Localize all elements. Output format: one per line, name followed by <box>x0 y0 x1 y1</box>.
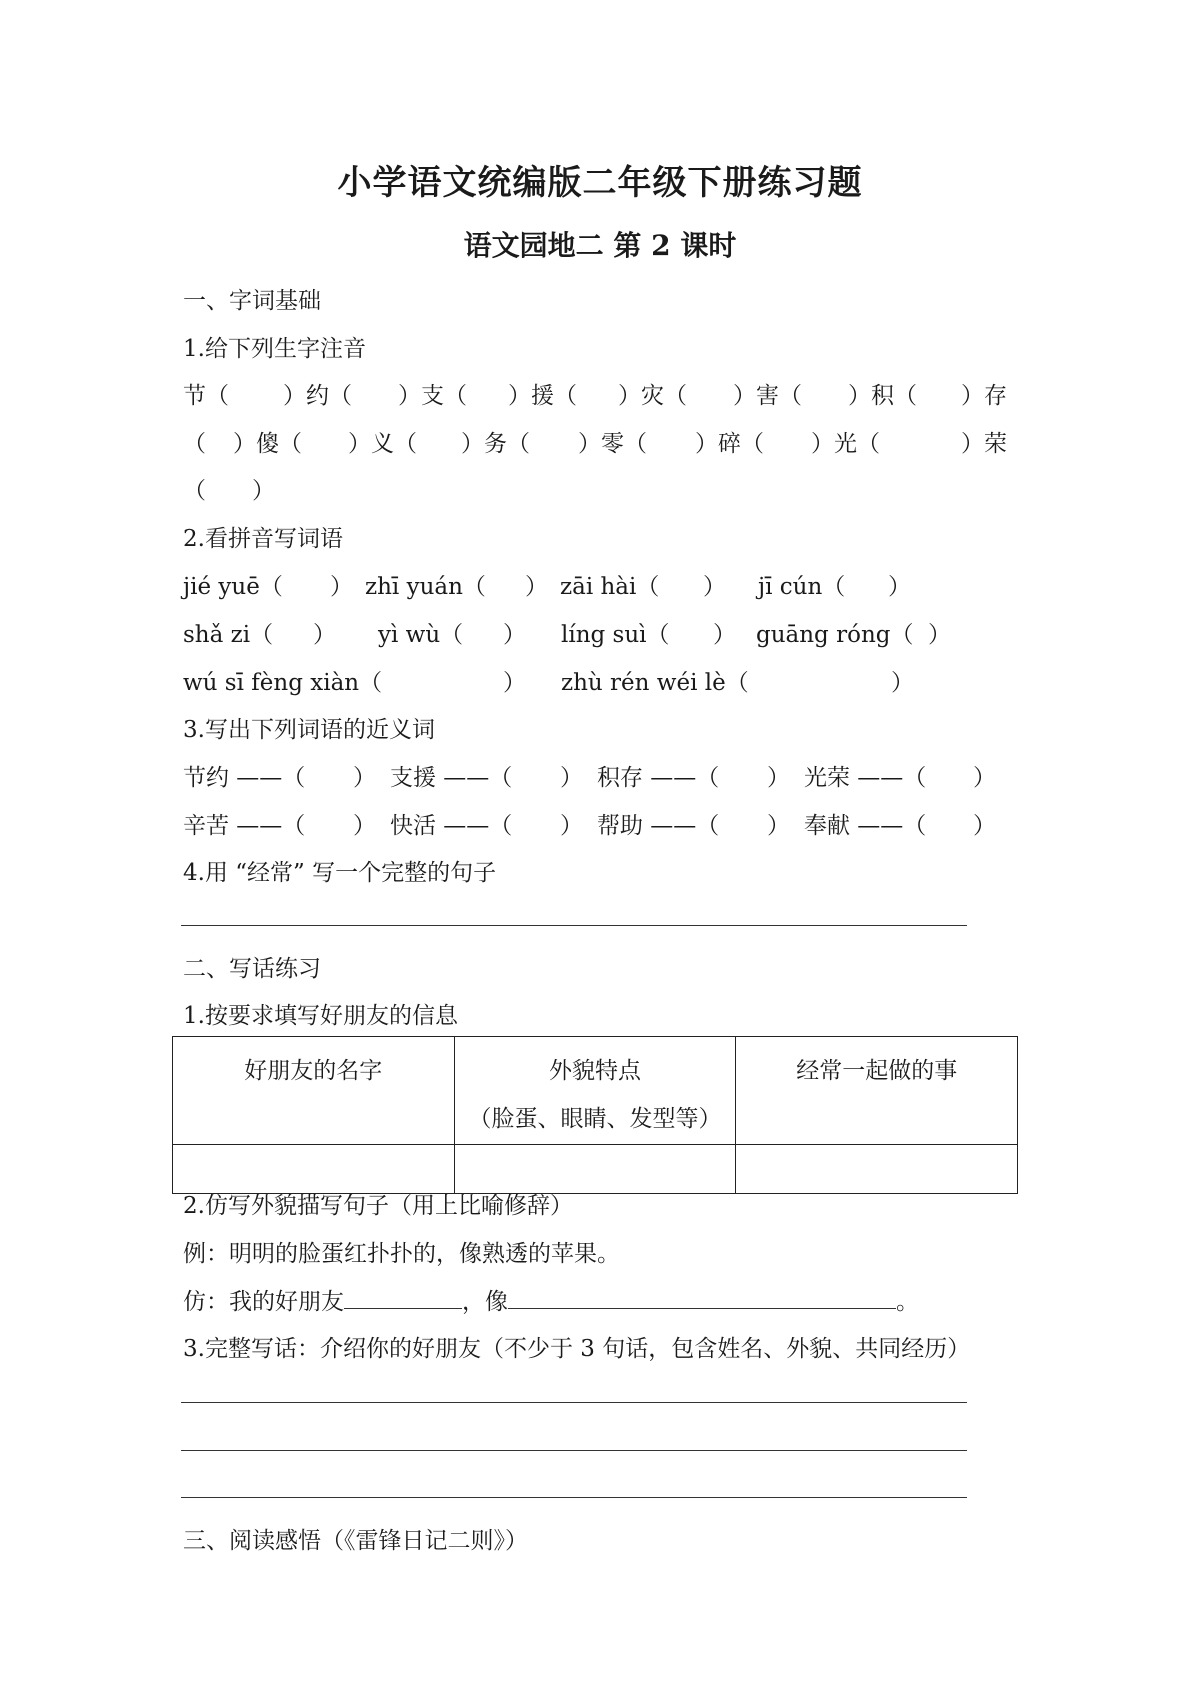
q3-row-1 <box>183 759 996 791</box>
header-name-text: 好朋友的名字 <box>244 1058 383 1084</box>
header-appearance-text: 外貌特点 <box>548 1058 641 1084</box>
example-sentence: 例：明明的脸蛋红扑扑的，像熟透的苹果。 <box>183 1241 620 1267</box>
pinyin-paren: ） <box>330 574 353 600</box>
q1-item: ）荣 <box>961 431 1007 457</box>
q1-line-2 <box>183 425 1023 455</box>
synonym-item: 快活 ——（ <box>390 813 513 839</box>
q1-line-1 <box>183 377 1023 407</box>
q1-item: ）支（ <box>398 383 467 409</box>
pinyin-item: jié yuē（ <box>183 574 283 600</box>
q1-item: ）害（ <box>733 383 802 409</box>
q1-item: ）光（ <box>811 431 880 457</box>
q1-item: ）约（ <box>283 383 352 409</box>
pinyin-paren: ） <box>313 622 336 648</box>
q3-row-2 <box>183 807 996 839</box>
q1-item: 节（ <box>183 383 229 409</box>
pinyin-item: zāi hài（ <box>560 574 660 600</box>
cell-activities[interactable] <box>736 1145 1018 1194</box>
writing-line[interactable] <box>181 1497 967 1498</box>
pinyin-item: zhù rén wéi lè（ <box>561 670 749 696</box>
synonym-paren: ） <box>973 813 996 839</box>
q1-item: ）灾（ <box>618 383 687 409</box>
pinyin-paren: ） <box>503 622 526 648</box>
friend-info-table <box>172 1036 1018 1194</box>
q1-item: ）傻（ <box>233 431 302 457</box>
pinyin-paren: ） <box>888 574 911 600</box>
q1-label: 1.给下列生字注音 <box>183 336 366 362</box>
q4-label: 4.用 “经常” 写一个完整的句子 <box>183 860 497 886</box>
header-activities-text: 经常一起做的事 <box>796 1058 958 1084</box>
header-appearance-hint: （脸蛋、眼睛、发型等） <box>468 1106 722 1132</box>
synonym-paren: ） <box>767 765 790 791</box>
section3-heading: 三、阅读感悟（《雷锋日记二则》） <box>183 1528 528 1554</box>
pinyin-item: shǎ zi（ <box>183 622 274 648</box>
synonym-paren: ） <box>560 813 583 839</box>
header-appearance <box>454 1037 736 1145</box>
header-activities <box>736 1037 1018 1145</box>
q1-line-3: （ ） <box>183 478 275 504</box>
synonym-item: 帮助 ——（ <box>597 813 720 839</box>
page-subtitle: 语文园地二 第 2 课时 <box>463 229 737 262</box>
synonym-item: 光荣 ——（ <box>804 765 927 791</box>
answer-line[interactable] <box>181 925 967 926</box>
synonym-paren: ） <box>767 813 790 839</box>
synonym-item: 奉献 ——（ <box>804 813 927 839</box>
q1-item: ）义（ <box>348 431 417 457</box>
q1-item: ）零（ <box>578 431 647 457</box>
imitate-prefix: 仿：我的好朋友 <box>183 1289 344 1315</box>
synonym-item: 积存 ——（ <box>597 765 720 791</box>
imitate-sentence <box>183 1283 919 1316</box>
writing-line[interactable] <box>181 1450 967 1451</box>
pinyin-item: jī cún（ <box>758 574 846 600</box>
q1-item: ）碎（ <box>695 431 764 457</box>
s2-q1-label: 1.按要求填写好朋友的信息 <box>183 1003 458 1029</box>
synonym-item: 节约 ——（ <box>183 765 306 791</box>
s2-q3-label: 3.完整写话：介绍你的好朋友（不少于 3 句话，包含姓名、外貌、共同经历） <box>183 1336 971 1362</box>
imitate-mid: ，像 <box>462 1289 508 1315</box>
q1-item: （ <box>183 431 206 457</box>
q1-item: ）援（ <box>508 383 577 409</box>
synonym-paren: ） <box>353 765 376 791</box>
imitate-end: 。 <box>896 1289 919 1315</box>
header-name <box>173 1037 455 1145</box>
pinyin-item: guāng róng（ <box>756 622 914 648</box>
pinyin-paren: ） <box>928 622 951 648</box>
synonym-paren: ） <box>353 813 376 839</box>
synonym-paren: ） <box>560 765 583 791</box>
pinyin-paren: ） <box>891 670 914 696</box>
pinyin-item: wú sī fèng xiàn（ <box>183 670 383 696</box>
pinyin-item: zhī yuán（ <box>365 574 486 600</box>
q2-row-1 <box>183 568 943 598</box>
blank-friend[interactable] <box>344 1288 462 1309</box>
page-title: 小学语文统编版二年级下册练习题 <box>337 163 863 203</box>
section2-heading: 二、写话练习 <box>183 956 321 982</box>
blank-simile[interactable] <box>508 1288 896 1309</box>
q2-row-2 <box>183 616 963 646</box>
pinyin-paren: ） <box>525 574 548 600</box>
writing-line[interactable] <box>181 1402 967 1403</box>
pinyin-paren: ） <box>503 670 526 696</box>
q2-label: 2.看拼音写词语 <box>183 526 343 552</box>
synonym-item: 辛苦 ——（ <box>183 813 306 839</box>
synonym-item: 支援 ——（ <box>390 765 513 791</box>
q3-label: 3.写出下列词语的近义词 <box>183 717 435 743</box>
pinyin-item: líng suì（ <box>561 622 670 648</box>
q1-item: ）务（ <box>461 431 530 457</box>
pinyin-paren: ） <box>703 574 726 600</box>
section1-heading: 一、字词基础 <box>183 288 321 314</box>
pinyin-item: yì wù（ <box>378 622 464 648</box>
synonym-paren: ） <box>973 765 996 791</box>
table-header-row <box>173 1037 1018 1145</box>
q1-item: ）存 <box>961 383 1007 409</box>
q1-item: ）积（ <box>848 383 917 409</box>
pinyin-paren: ） <box>713 622 736 648</box>
q2-row-3 <box>183 664 923 694</box>
s2-q2-label: 2.仿写外貌描写句子（用上比喻修辞） <box>183 1193 573 1219</box>
